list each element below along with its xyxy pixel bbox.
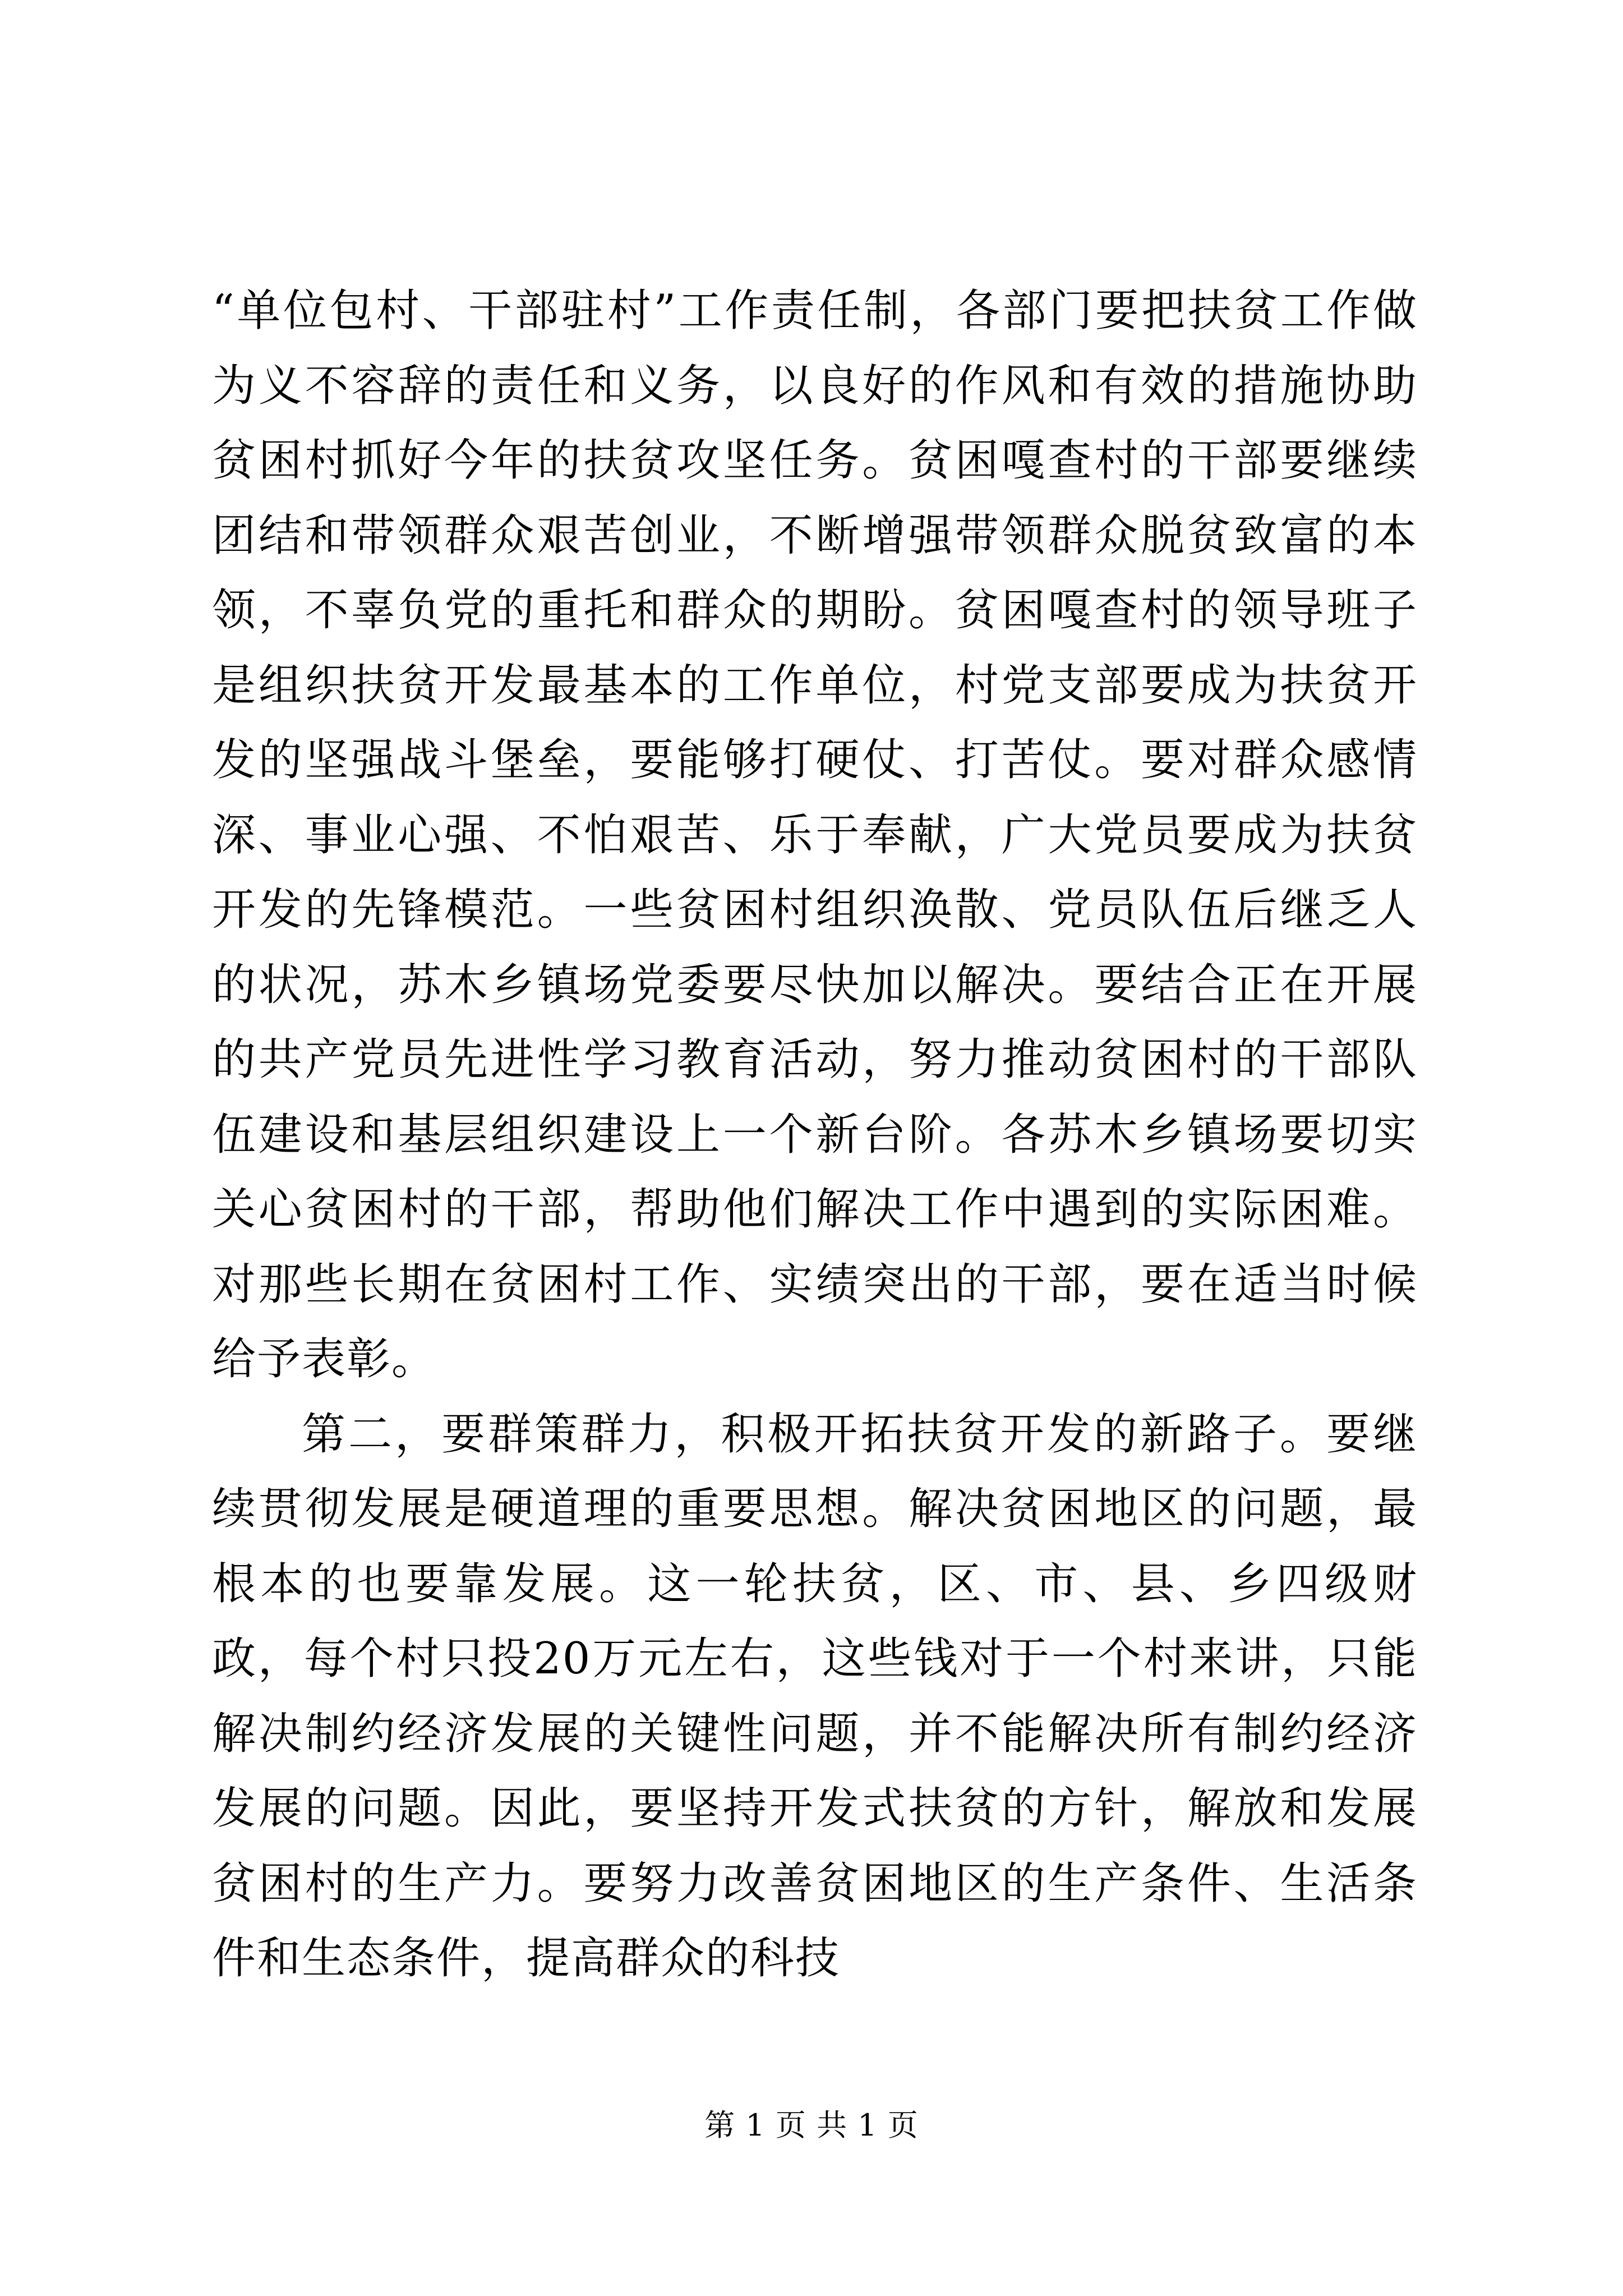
paragraph-1: “单位包村、干部驻村”工作责任制，各部门要把扶贫工作做为义不容辞的责任和义务，以良好的作风和有效的措施协助贫困村抓好今年的扶贫攻坚任务。贫困嘎查村的干部要继续团结和带领群众艰苦创业，不断增强带领群众脱贫致富的本领，不辜负党的重托和群众的期盼。贫困嘎查村的领导班子是组织扶贫开发最基本的工作单位，村党支部要成为扶贫开发的坚强战斗堡垒，要能够打硬仗、打苦仗。要对群众感情深、事业心强、不怕艰苦、乐于奉献，广大党员要成为扶贫开发的先锋模范。一些贫困村组织涣散、党员队伍后继乏人的状况，苏木乡镇场党委要尽快加以解决。要结合正在开展的共产党员先进性学习教育活动，努力推动贫困村的干部队伍建设和基层组织建设上一个新台阶。各苏木乡镇场要切实关心贫困村的干部，帮助他们解决工作中遇到的实际困难。对那些长期在贫困村工作、实绩突出的干部，要在适当时候给予表彰。 [212, 286, 1418, 1384]
page-footer: 第 1 页 共 1 页 [704, 2108, 919, 2143]
document-body [212, 274, 1418, 1996]
paragraph-2: 第二，要群策群力，积极开拓扶贫开发的新路子。要继续贯彻发展是硬道理的重要思想。解决贫困地区的问题，最根本的也要靠发展。这一轮扶贫，区、市、县、乡四级财政，每个村只投20万元左右，这些钱对于一个村来讲，只能解决制约经济发展的关键性问题，并不能解决所有制约经济发展的问题。因此，要坚持开发式扶贫的方针，解放和发展贫困村的生产力。要努力改善贫困地区的生产条件、生活条件和生态条件，提高群众的科技 [212, 1409, 1418, 1984]
